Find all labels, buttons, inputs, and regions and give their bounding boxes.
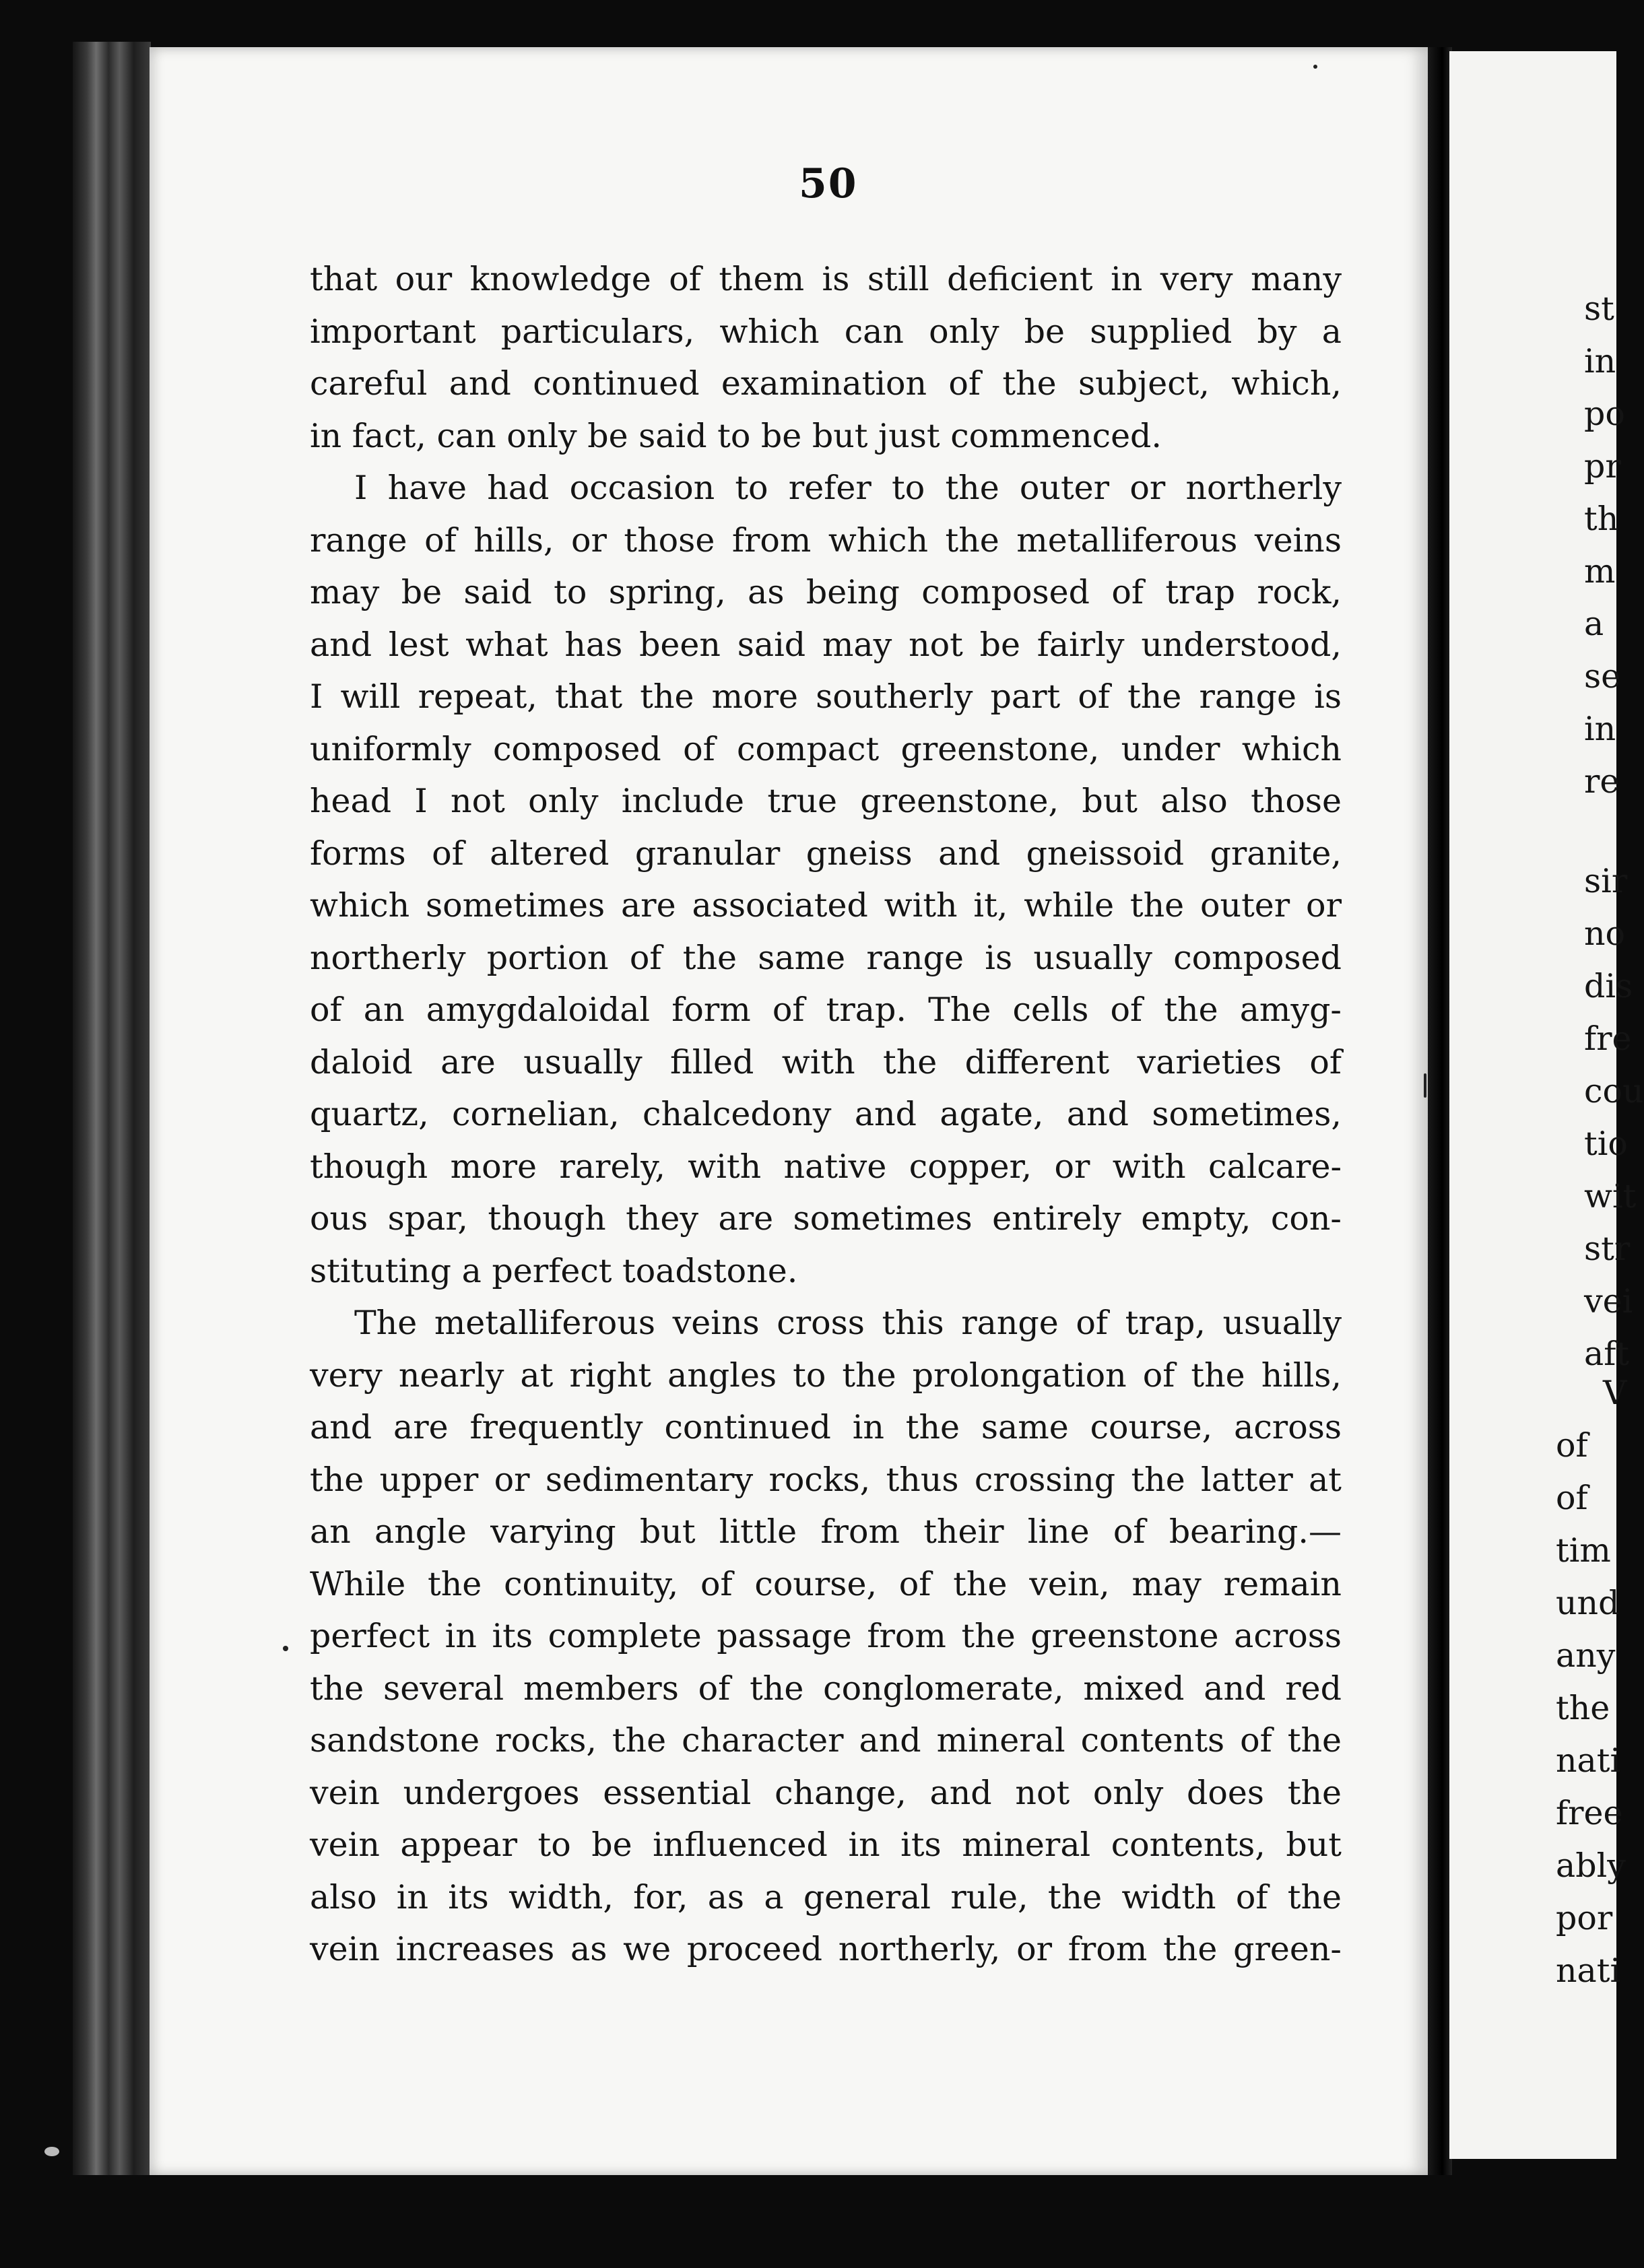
text-line: may be said to spring, as being composed of trap rock, <box>310 573 1342 611</box>
facing-fragment: sir <box>1584 862 1628 900</box>
facing-fragment: tim <box>1556 1531 1611 1570</box>
text-line: the several members of the conglomerate, mixed and red <box>310 1669 1342 1708</box>
text-line: perfect in its complete passage from the greenstone across <box>310 1617 1342 1655</box>
facing-fragment: dis <box>1584 967 1633 1005</box>
facing-fragment: V <box>1603 1374 1627 1412</box>
text-line: an angle varying but little from their line of bearing.— <box>310 1512 1342 1551</box>
facing-fragment: in <box>1584 710 1616 748</box>
text-line: ous spar, though they are sometimes entirely empty, con- <box>310 1199 1342 1238</box>
text-line: The metalliferous veins cross this range of trap, usually <box>354 1304 1342 1342</box>
facing-fragment: free <box>1556 1794 1623 1832</box>
facing-fragment: in <box>1584 342 1616 380</box>
facing-fragment: ably <box>1556 1846 1626 1885</box>
facing-fragment: vei <box>1584 1282 1633 1321</box>
facing-fragment: se <box>1584 657 1621 696</box>
facing-fragment: the <box>1556 1689 1610 1727</box>
text-line: While the continuity, of course, of the vein, may remain <box>310 1564 1342 1603</box>
page-number: 50 <box>799 160 858 207</box>
facing-fragment: any <box>1556 1636 1616 1675</box>
text-line: very nearly at right angles to the prolongation of the hills, <box>310 1356 1342 1395</box>
text-line: careful and continued examination of the subject, which, <box>310 364 1342 403</box>
facing-fragment: m <box>1584 552 1616 591</box>
text-line: quartz, cornelian, chalcedony and agate, and sometimes, <box>310 1095 1342 1133</box>
facing-fragment: th <box>1584 500 1619 538</box>
facing-fragment: no <box>1584 914 1626 953</box>
text-line: northerly portion of the same range is usually composed <box>310 938 1342 977</box>
text-line: I will repeat, that the more southerly part of the range is <box>310 677 1342 716</box>
facing-fragment: pr <box>1584 447 1621 486</box>
text-line: and are frequently continued in the same course, across <box>310 1408 1342 1446</box>
facing-fragment: nati <box>1556 1952 1621 1990</box>
text-line: daloid are usually filled with the different varieties of <box>310 1042 1342 1081</box>
text-line: that our knowledge of them is still deficient in very many <box>310 260 1342 298</box>
text-line: vein increases as we proceed northerly, or from the green- <box>310 1930 1342 1968</box>
facing-fragment: po <box>1584 395 1625 433</box>
scan-speck <box>283 1646 288 1651</box>
text-line: range of hills, or those from which the metalliferous veins <box>310 521 1342 560</box>
facing-page-fragments-lower <box>1556 1367 1627 1997</box>
book-spine <box>73 42 151 2175</box>
facing-fragment: tio <box>1584 1125 1628 1163</box>
text-line: of an amygdaloidal form of trap. The cells of the amyg- <box>310 991 1342 1029</box>
text-line: head I not only include true greenstone, but also those <box>310 782 1342 820</box>
facing-fragment: por <box>1556 1899 1613 1937</box>
text-line: also in its width, for, as a general rule, the width of the <box>310 1877 1342 1916</box>
text-line: vein undergoes essential change, and not only does the <box>310 1773 1342 1812</box>
text-line: in fact, can only be said to be but just commenced. <box>310 416 1162 455</box>
facing-fragment: str <box>1584 1230 1631 1268</box>
facing-fragment: cou <box>1584 1072 1644 1110</box>
facing-fragment: a <box>1584 605 1604 643</box>
facing-fragment: und <box>1556 1584 1620 1622</box>
facing-fragment: fre <box>1584 1020 1632 1058</box>
text-line: and lest what has been said may not be fairly understood, <box>310 625 1342 664</box>
text-line: though more rarely, with native copper, or with calcare- <box>310 1147 1342 1186</box>
facing-fragment: st <box>1584 290 1614 328</box>
text-line: important particulars, which can only be supplied by a <box>310 312 1342 351</box>
text-line: the upper or sedimentary rocks, thus crossing the latter at <box>310 1460 1342 1499</box>
book-gutter <box>1428 47 1452 2175</box>
text-line: forms of altered granular gneiss and gneissoid granite, <box>310 834 1342 873</box>
text-line: sandstone rocks, the character and mineral contents of the <box>310 1721 1342 1760</box>
text-line: uniformly composed of compact greenstone, under which <box>310 729 1342 768</box>
facing-fragment: of <box>1556 1479 1588 1517</box>
scan-speck <box>44 2147 59 2156</box>
scan-speck <box>1424 1073 1426 1098</box>
facing-fragment: aft <box>1584 1335 1630 1373</box>
scan-speck <box>1313 65 1317 69</box>
text-line: which sometimes are associated with it, while the outer or <box>310 886 1342 925</box>
facing-fragment: wit <box>1584 1177 1637 1215</box>
text-line: vein appear to be influenced in its mineral contents, but <box>310 1826 1342 1864</box>
text-line: I have had occasion to refer to the outer or northerly <box>354 469 1342 507</box>
facing-page-fragments <box>1584 283 1644 1380</box>
facing-fragment: nati <box>1556 1741 1621 1780</box>
text-line: stituting a perfect toadstone. <box>310 1251 798 1290</box>
page-body-text <box>310 253 1342 1976</box>
facing-fragment: of <box>1556 1426 1588 1465</box>
facing-fragment: re <box>1584 762 1620 801</box>
